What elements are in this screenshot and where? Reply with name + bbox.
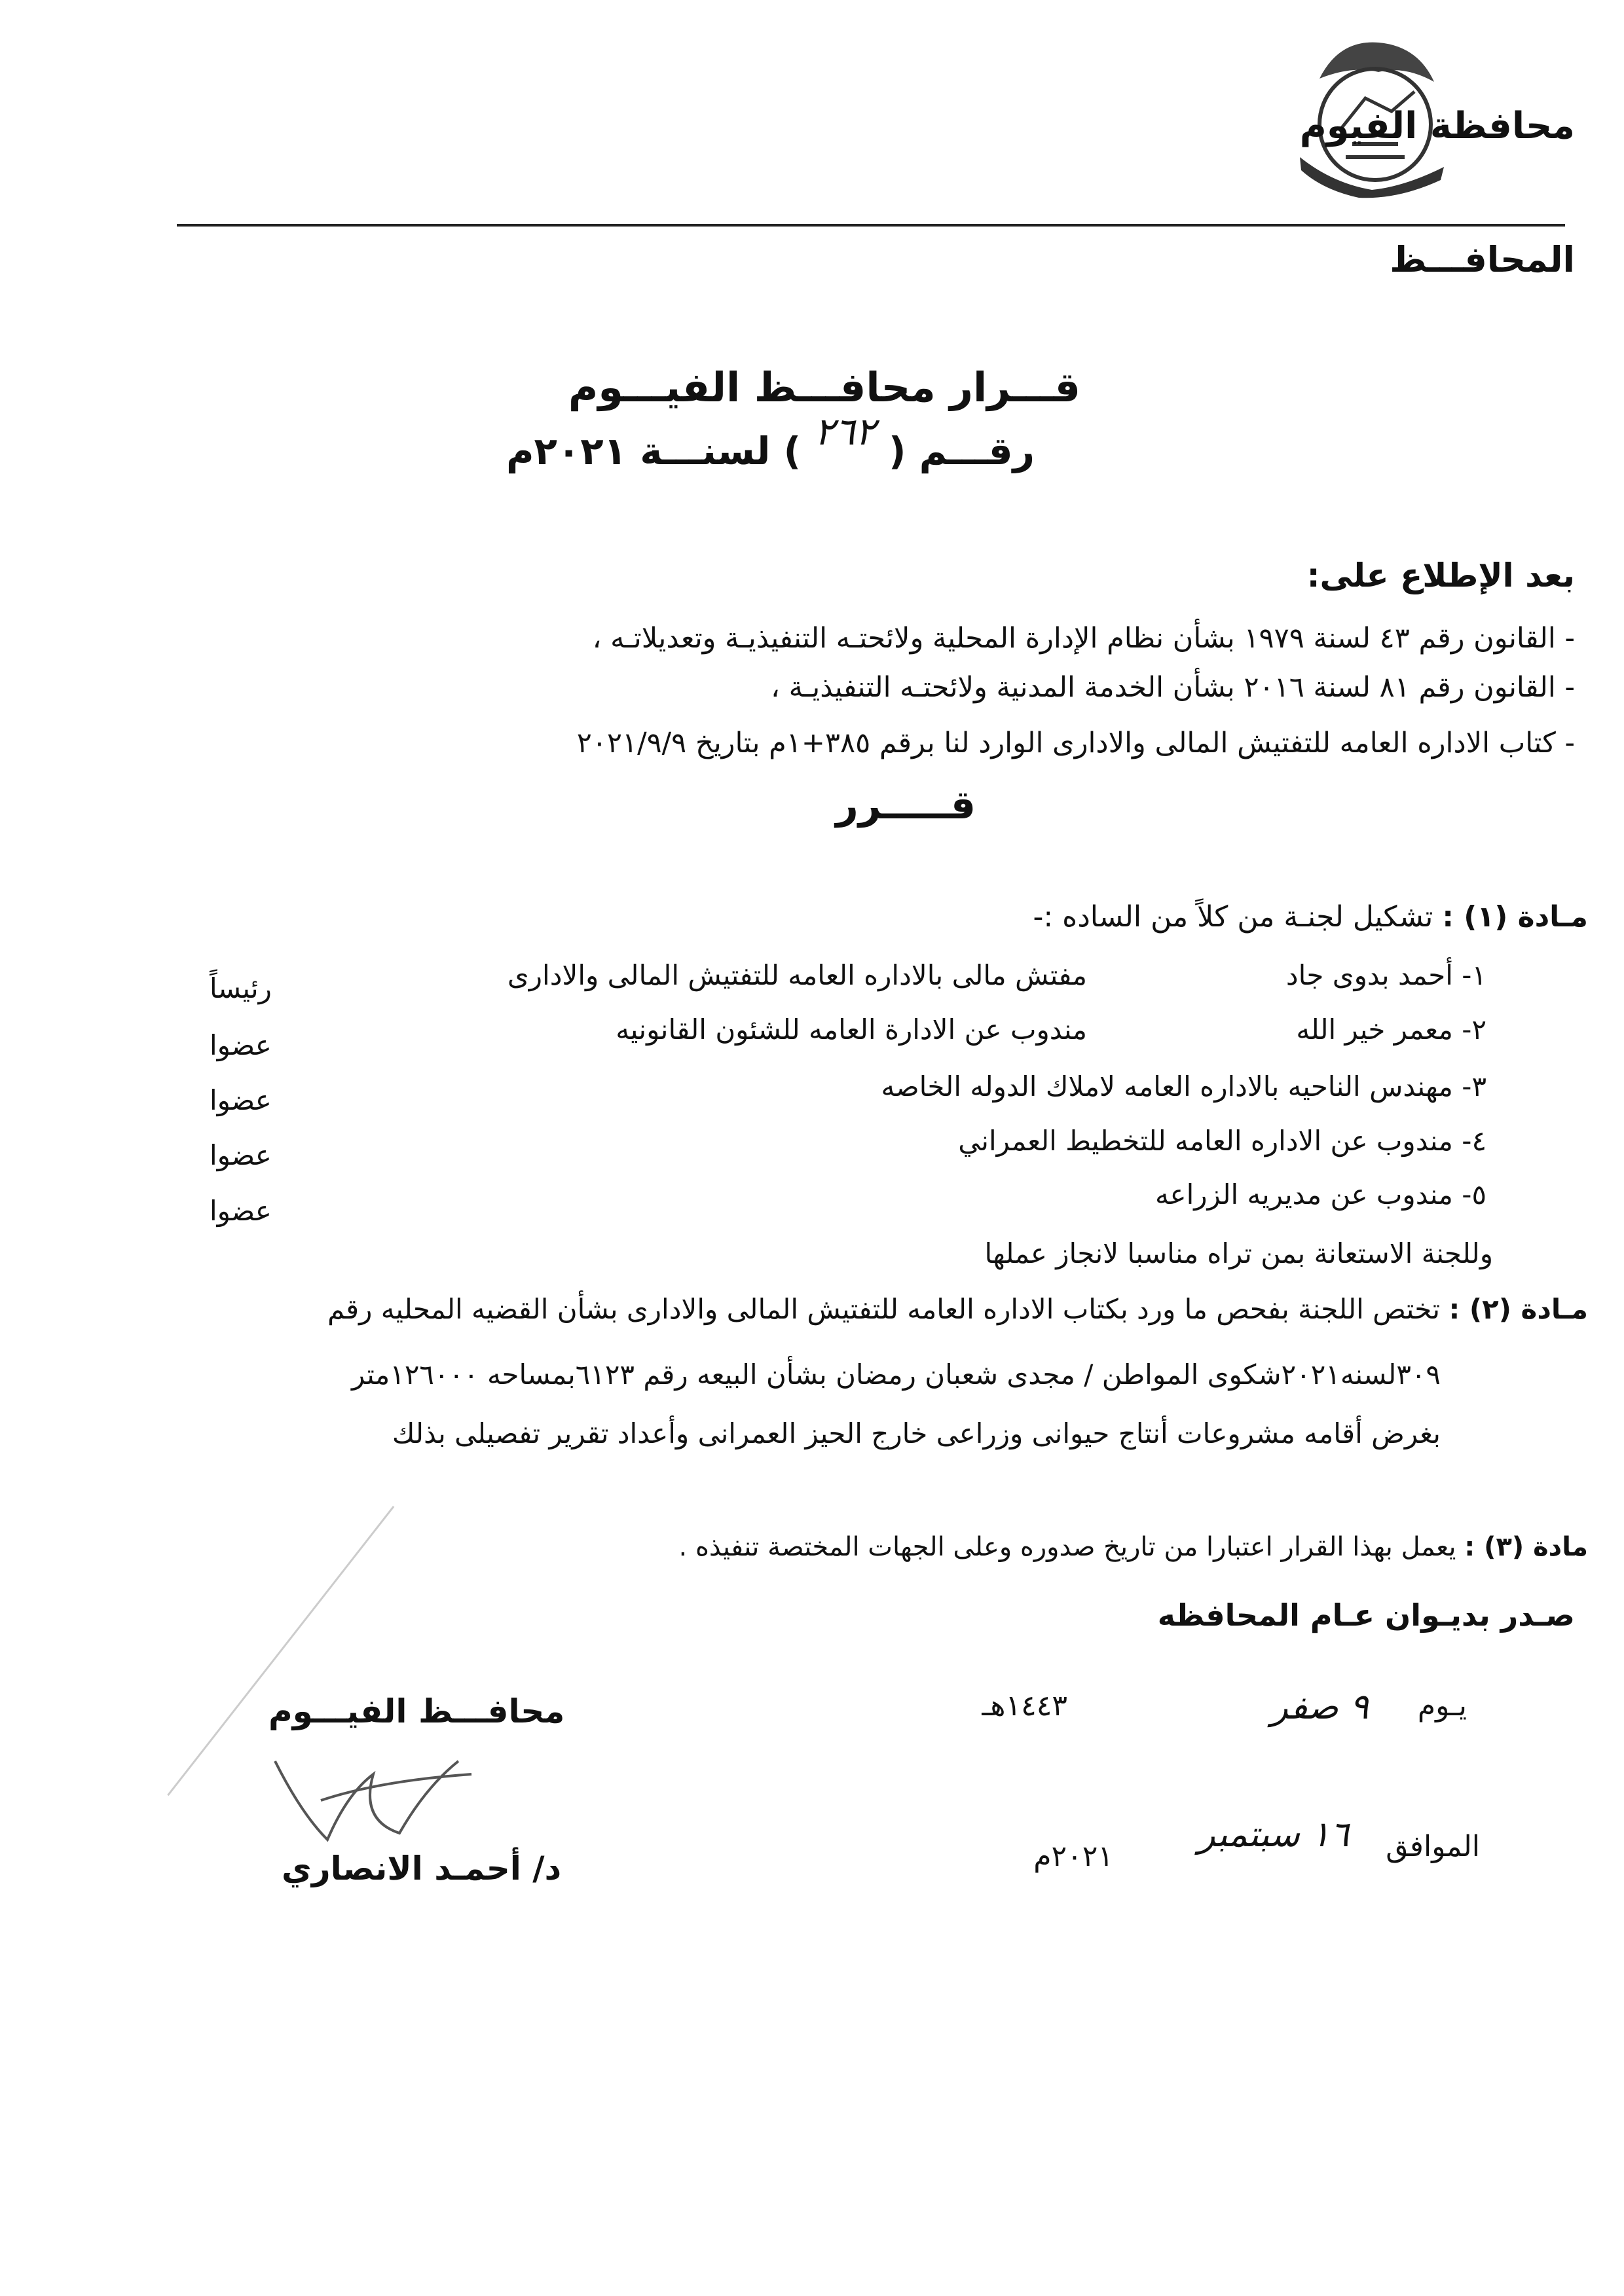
issued-statement: صـدر بديـوان عـام المحافظه: [1157, 1597, 1575, 1633]
article-2-line: بغرض أقامه مشروعات أنتاج حيوانى وزراعى خارج الحيز العمرانى وأعداد تقرير تفصيلى بذلك: [392, 1417, 1441, 1449]
handwritten-signature: [262, 1735, 485, 1853]
hijri-date-handwritten: ٩ صفر: [1270, 1686, 1369, 1727]
header-divider: [177, 224, 1565, 227]
signatory-title: محافـــظ الفيـــوم: [268, 1692, 565, 1730]
article-2-line: ٣٠٩لسنه٢٠٢١شكوى المواطن / مجدى شعبان رمضان بشأن البيعه رقم ٦١٢٣بمساحه ١٢٦٠٠٠متر: [351, 1358, 1441, 1391]
gregorian-year: ٢٠٢١م: [1033, 1840, 1113, 1873]
article-1-text: تشكيل لجنـة من كلاً من الساده :-: [1033, 900, 1433, 934]
member-role: رئيساً: [210, 972, 272, 1004]
member-desc: مندوب عن الادارة العامه للشئون القانونيه: [616, 1013, 1087, 1046]
member-role: عضوا: [210, 1139, 272, 1171]
preamble-item: - القانون رقم ٤٣ لسنة ١٩٧٩ بشأن نظام الإدارة المحلية ولائحتـه التنفيذيـة وتعديلاتـه ،: [592, 622, 1575, 655]
decides-heading: قـــــرر: [836, 782, 976, 828]
preamble-item: - كتاب الاداره العامه للتفتيش المالى والادارى الوارد لنا برقم ٣٨٥+١م بتاريخ ٢٠٢١/٩/٩: [576, 727, 1575, 759]
preamble-item: - القانون رقم ٨١ لسنة ٢٠١٦ بشأن الخدمة المدنية ولائحتـه التنفيذيـة ،: [771, 671, 1575, 704]
decree-year: ) لسنـــة ٢٠٢١م: [506, 429, 802, 473]
member-name: ١- أحمد بدوى جاد: [1285, 959, 1486, 991]
member-name: ٢- معمر خير الله: [1296, 1013, 1486, 1046]
hijri-year: ١٤٤٣هـ: [982, 1689, 1067, 1722]
gregorian-date-prefix: الموافق: [1386, 1830, 1480, 1863]
article-1-heading: [1033, 900, 1588, 934]
decree-number-line: [506, 409, 1035, 473]
decree-number: ٢٦٢: [814, 409, 876, 454]
article-2-label: مـادة (٢) :: [1449, 1293, 1588, 1325]
gregorian-date-handwritten: ١٦ سبتمبر: [1198, 1813, 1349, 1855]
member-role: عضوا: [210, 1195, 272, 1227]
office-title: المحافـــظ: [1390, 239, 1575, 280]
article-3-line: [679, 1532, 1588, 1562]
preamble-intro: بعد الإطلاع على:: [1306, 556, 1575, 594]
hijri-date-prefix: يـوم: [1417, 1689, 1467, 1722]
signatory-name: د/ أحمـد الانصاري: [282, 1850, 562, 1887]
article-1-closing: وللجنة الاستعانة بمن تراه مناسبا لانجاز عملها: [984, 1237, 1493, 1269]
governorate-name: محافظة الفيوم: [1299, 105, 1575, 147]
member-name: ٣- مهندس الناحيه بالاداره العامه لاملاك الدوله الخاصه: [881, 1070, 1486, 1102]
article-3-label: مادة (٣) :: [1464, 1532, 1588, 1562]
article-3-text: يعمل بهذا القرار اعتبارا من تاريخ صدوره وعلى الجهات المختصة تنفيذه .: [678, 1532, 1456, 1562]
article-1-label: مـادة (١) :: [1442, 900, 1588, 934]
member-desc: مفتش مالى بالاداره العامه للتفتيش المالى والادارى: [507, 959, 1087, 991]
decree-title: قـــرار محافـــظ الفيـــوم: [568, 363, 1080, 411]
decree-number-prefix: رقـــم (: [888, 429, 1035, 473]
article-2-text: تختص اللجنة بفحص ما ورد بكتاب الاداره العامه للتفتيش المالى والادارى بشأن القضيه المحليه رقم: [327, 1293, 1441, 1325]
member-role: عضوا: [210, 1084, 272, 1116]
article-2-line: [327, 1293, 1588, 1325]
member-name: ٥- مندوب عن مديريه الزراعه: [1155, 1178, 1486, 1211]
member-role: عضوا: [210, 1029, 272, 1061]
member-name: ٤- مندوب عن الاداره العامه للتخطيط العمراني: [958, 1125, 1486, 1157]
